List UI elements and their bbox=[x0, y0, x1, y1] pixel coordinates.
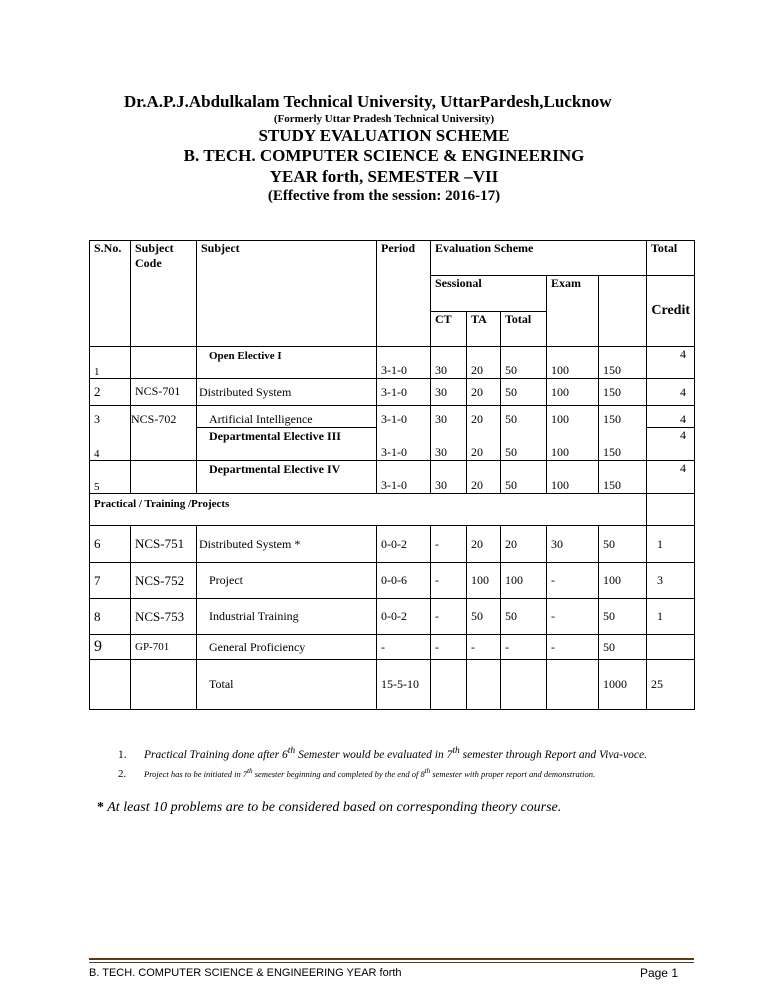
header-row-1 bbox=[90, 241, 695, 276]
cell-exam: 30 bbox=[547, 526, 599, 563]
cell-period: 0-0-6 bbox=[377, 563, 431, 599]
cell-ct: - bbox=[431, 526, 467, 563]
scheme-title: STUDY EVALUATION SCHEME bbox=[258, 126, 510, 145]
cell-subject: Industrial Training bbox=[197, 599, 377, 635]
practical-heading: Practical / Training /Projects bbox=[90, 494, 647, 526]
cell-exam: 100 bbox=[547, 379, 599, 406]
cell-code: NCS-753 bbox=[131, 599, 197, 635]
cell-total: 50 bbox=[501, 347, 547, 379]
cell-credit: 1 bbox=[647, 599, 695, 635]
table-row bbox=[90, 379, 695, 406]
cell-code bbox=[131, 461, 197, 494]
cell-total: 50 bbox=[501, 599, 547, 635]
cell-ta: 50 bbox=[467, 599, 501, 635]
cell-period: 3-1-0 bbox=[377, 461, 431, 494]
cell-subject: Distributed System * bbox=[197, 526, 377, 563]
cell-credit bbox=[647, 635, 695, 660]
cell-code: GP-701 bbox=[131, 635, 197, 660]
cell-total: 50 bbox=[501, 379, 547, 406]
cell-credit: 1 bbox=[647, 526, 695, 563]
cell-ta: 20 bbox=[467, 461, 501, 494]
col-period-header: Period bbox=[377, 241, 431, 347]
cell-sno: 8 bbox=[90, 599, 131, 635]
cell-total: 50 bbox=[501, 461, 547, 494]
cell-credit: 4 bbox=[647, 379, 695, 406]
cell-sno: 5 bbox=[90, 461, 131, 494]
col-credit-header: Credit bbox=[647, 276, 695, 347]
cell-ct: 30 bbox=[431, 347, 467, 379]
table-row bbox=[90, 635, 695, 660]
cell-exam: - bbox=[547, 599, 599, 635]
cell-total: 50 bbox=[501, 406, 547, 428]
university-name: Dr.A.P.J.Abdulkalam Technical University, UttarPardesh,Lucknow bbox=[124, 92, 612, 111]
cell-total: 100 bbox=[501, 563, 547, 599]
table-row bbox=[90, 347, 695, 379]
total-row bbox=[90, 660, 695, 710]
total-credit: 25 bbox=[647, 660, 695, 710]
cell-ct: 30 bbox=[431, 428, 467, 461]
col-sess-total-header: Total bbox=[501, 312, 547, 347]
col-ta-header: TA bbox=[467, 312, 501, 347]
cell-code: NCS-751 bbox=[131, 526, 197, 563]
col-total-header: Total bbox=[647, 241, 695, 276]
col-code-header: Subject Code bbox=[131, 241, 197, 347]
cell-subject: Artificial Intelligence bbox=[197, 406, 377, 428]
table-row bbox=[90, 461, 695, 494]
cell-grand: 150 bbox=[599, 379, 647, 406]
cell-ta: 20 bbox=[467, 347, 501, 379]
total-period: 15-5-10 bbox=[377, 660, 431, 710]
cell-sno: 1 bbox=[90, 347, 131, 379]
cell-grand: 50 bbox=[599, 635, 647, 660]
cell-grand: 50 bbox=[599, 526, 647, 563]
cell-subject: General Proficiency bbox=[197, 635, 377, 660]
footer-rule bbox=[89, 958, 694, 960]
cell-code bbox=[131, 347, 197, 379]
cell-credit: 4 bbox=[647, 347, 695, 379]
cell-exam: - bbox=[547, 635, 599, 660]
cell-credit: 4 bbox=[647, 406, 695, 428]
cell-credit: 4 bbox=[647, 428, 695, 461]
cell-subject: Departmental Elective IV bbox=[197, 461, 377, 494]
cell-period: 0-0-2 bbox=[377, 599, 431, 635]
cell-period: 3-1-0 bbox=[377, 406, 431, 428]
cell-grand: 150 bbox=[599, 461, 647, 494]
cell-grand: 150 bbox=[599, 347, 647, 379]
total-label: Total bbox=[197, 660, 377, 710]
page-number: Page 1 bbox=[639, 966, 678, 980]
cell-sno: 2 bbox=[90, 379, 131, 406]
table-row bbox=[90, 599, 695, 635]
footer-rule-thin bbox=[89, 962, 694, 963]
program-title: B. TECH. COMPUTER SCIENCE & ENGINEERING bbox=[183, 146, 585, 165]
cell-grand: 150 bbox=[599, 428, 647, 461]
cell-ta: 20 bbox=[467, 406, 501, 428]
cell-ct: 30 bbox=[431, 379, 467, 406]
cell-grand: 50 bbox=[599, 599, 647, 635]
cell-ct: - bbox=[431, 635, 467, 660]
cell-ta: - bbox=[467, 635, 501, 660]
table-row bbox=[90, 526, 695, 563]
cell-sno: 9 bbox=[90, 635, 131, 660]
cell-credit: 3 bbox=[647, 563, 695, 599]
cell-ct: 30 bbox=[431, 406, 467, 428]
cell-exam: 100 bbox=[547, 406, 599, 428]
practical-heading-row bbox=[90, 494, 695, 526]
cell-subject: Project bbox=[197, 563, 377, 599]
col-ct-header: CT bbox=[431, 312, 467, 347]
cell-period: 3-1-0 bbox=[377, 428, 431, 461]
cell-code: NCS-701 bbox=[131, 379, 197, 406]
cell-subject: Open Elective I bbox=[197, 347, 377, 379]
cell-period: - bbox=[377, 635, 431, 660]
cell-total: 50 bbox=[501, 428, 547, 461]
cell-ta: 20 bbox=[467, 428, 501, 461]
cell-subject: Departmental Elective III bbox=[197, 428, 377, 461]
cell-sno: 7 bbox=[90, 563, 131, 599]
cell-code bbox=[131, 428, 197, 461]
cell-period: 0-0-2 bbox=[377, 526, 431, 563]
cell-code: NCS-752 bbox=[131, 563, 197, 599]
note-1: 1. Practical Training done after 6th Semester would be evaluated in 7th semester through Report and Viva-voce. bbox=[118, 745, 647, 761]
cell-credit: 4 bbox=[647, 461, 695, 494]
cell-ta: 100 bbox=[467, 563, 501, 599]
cell-subject: Distributed System bbox=[197, 379, 377, 406]
footer-title: B. TECH. COMPUTER SCIENCE & ENGINEERING YEAR forth bbox=[89, 967, 402, 979]
cell-total: - bbox=[501, 635, 547, 660]
cell-sno: 4 bbox=[90, 428, 131, 461]
cell-period: 3-1-0 bbox=[377, 379, 431, 406]
cell-ct: - bbox=[431, 599, 467, 635]
cell-sno: 3 bbox=[90, 406, 131, 428]
cell-exam: - bbox=[547, 563, 599, 599]
cell-exam: 100 bbox=[547, 461, 599, 494]
cell-ct: 30 bbox=[431, 461, 467, 494]
former-name: (Formerly Uttar Pradesh Technical University) bbox=[273, 113, 495, 125]
total-grand: 1000 bbox=[599, 660, 647, 710]
cell-period: 3-1-0 bbox=[377, 347, 431, 379]
footnote-star: * At least 10 problems are to be considered based on corresponding theory course. bbox=[97, 800, 562, 815]
cell-grand: 100 bbox=[599, 563, 647, 599]
cell-code: NCS-702 bbox=[131, 406, 197, 428]
col-eval-header: Evaluation Scheme bbox=[431, 241, 647, 276]
cell-ta: 20 bbox=[467, 526, 501, 563]
cell-total: 20 bbox=[501, 526, 547, 563]
table-row bbox=[90, 406, 695, 428]
col-sessional-header: Sessional bbox=[431, 276, 547, 312]
cell-ta: 20 bbox=[467, 379, 501, 406]
evaluation-scheme-table bbox=[89, 240, 695, 710]
cell-exam: 100 bbox=[547, 347, 599, 379]
table-row bbox=[90, 428, 695, 461]
col-sno-header: S.No. bbox=[90, 241, 131, 347]
note-2: 2. Project has to be initiated in 7th semester beginning and completed by the end of 8th semester with proper report and demonstration. bbox=[118, 767, 596, 780]
session-note: (Effective from the session: 2016-17) bbox=[267, 188, 501, 204]
col-subject-header: Subject bbox=[197, 241, 377, 347]
col-exam-header: Exam bbox=[547, 276, 599, 347]
table-row bbox=[90, 563, 695, 599]
cell-ct: - bbox=[431, 563, 467, 599]
cell-grand: 150 bbox=[599, 406, 647, 428]
cell-exam: 100 bbox=[547, 428, 599, 461]
cell-sno: 6 bbox=[90, 526, 131, 563]
year-semester: YEAR forth, SEMESTER –VII bbox=[269, 167, 499, 186]
